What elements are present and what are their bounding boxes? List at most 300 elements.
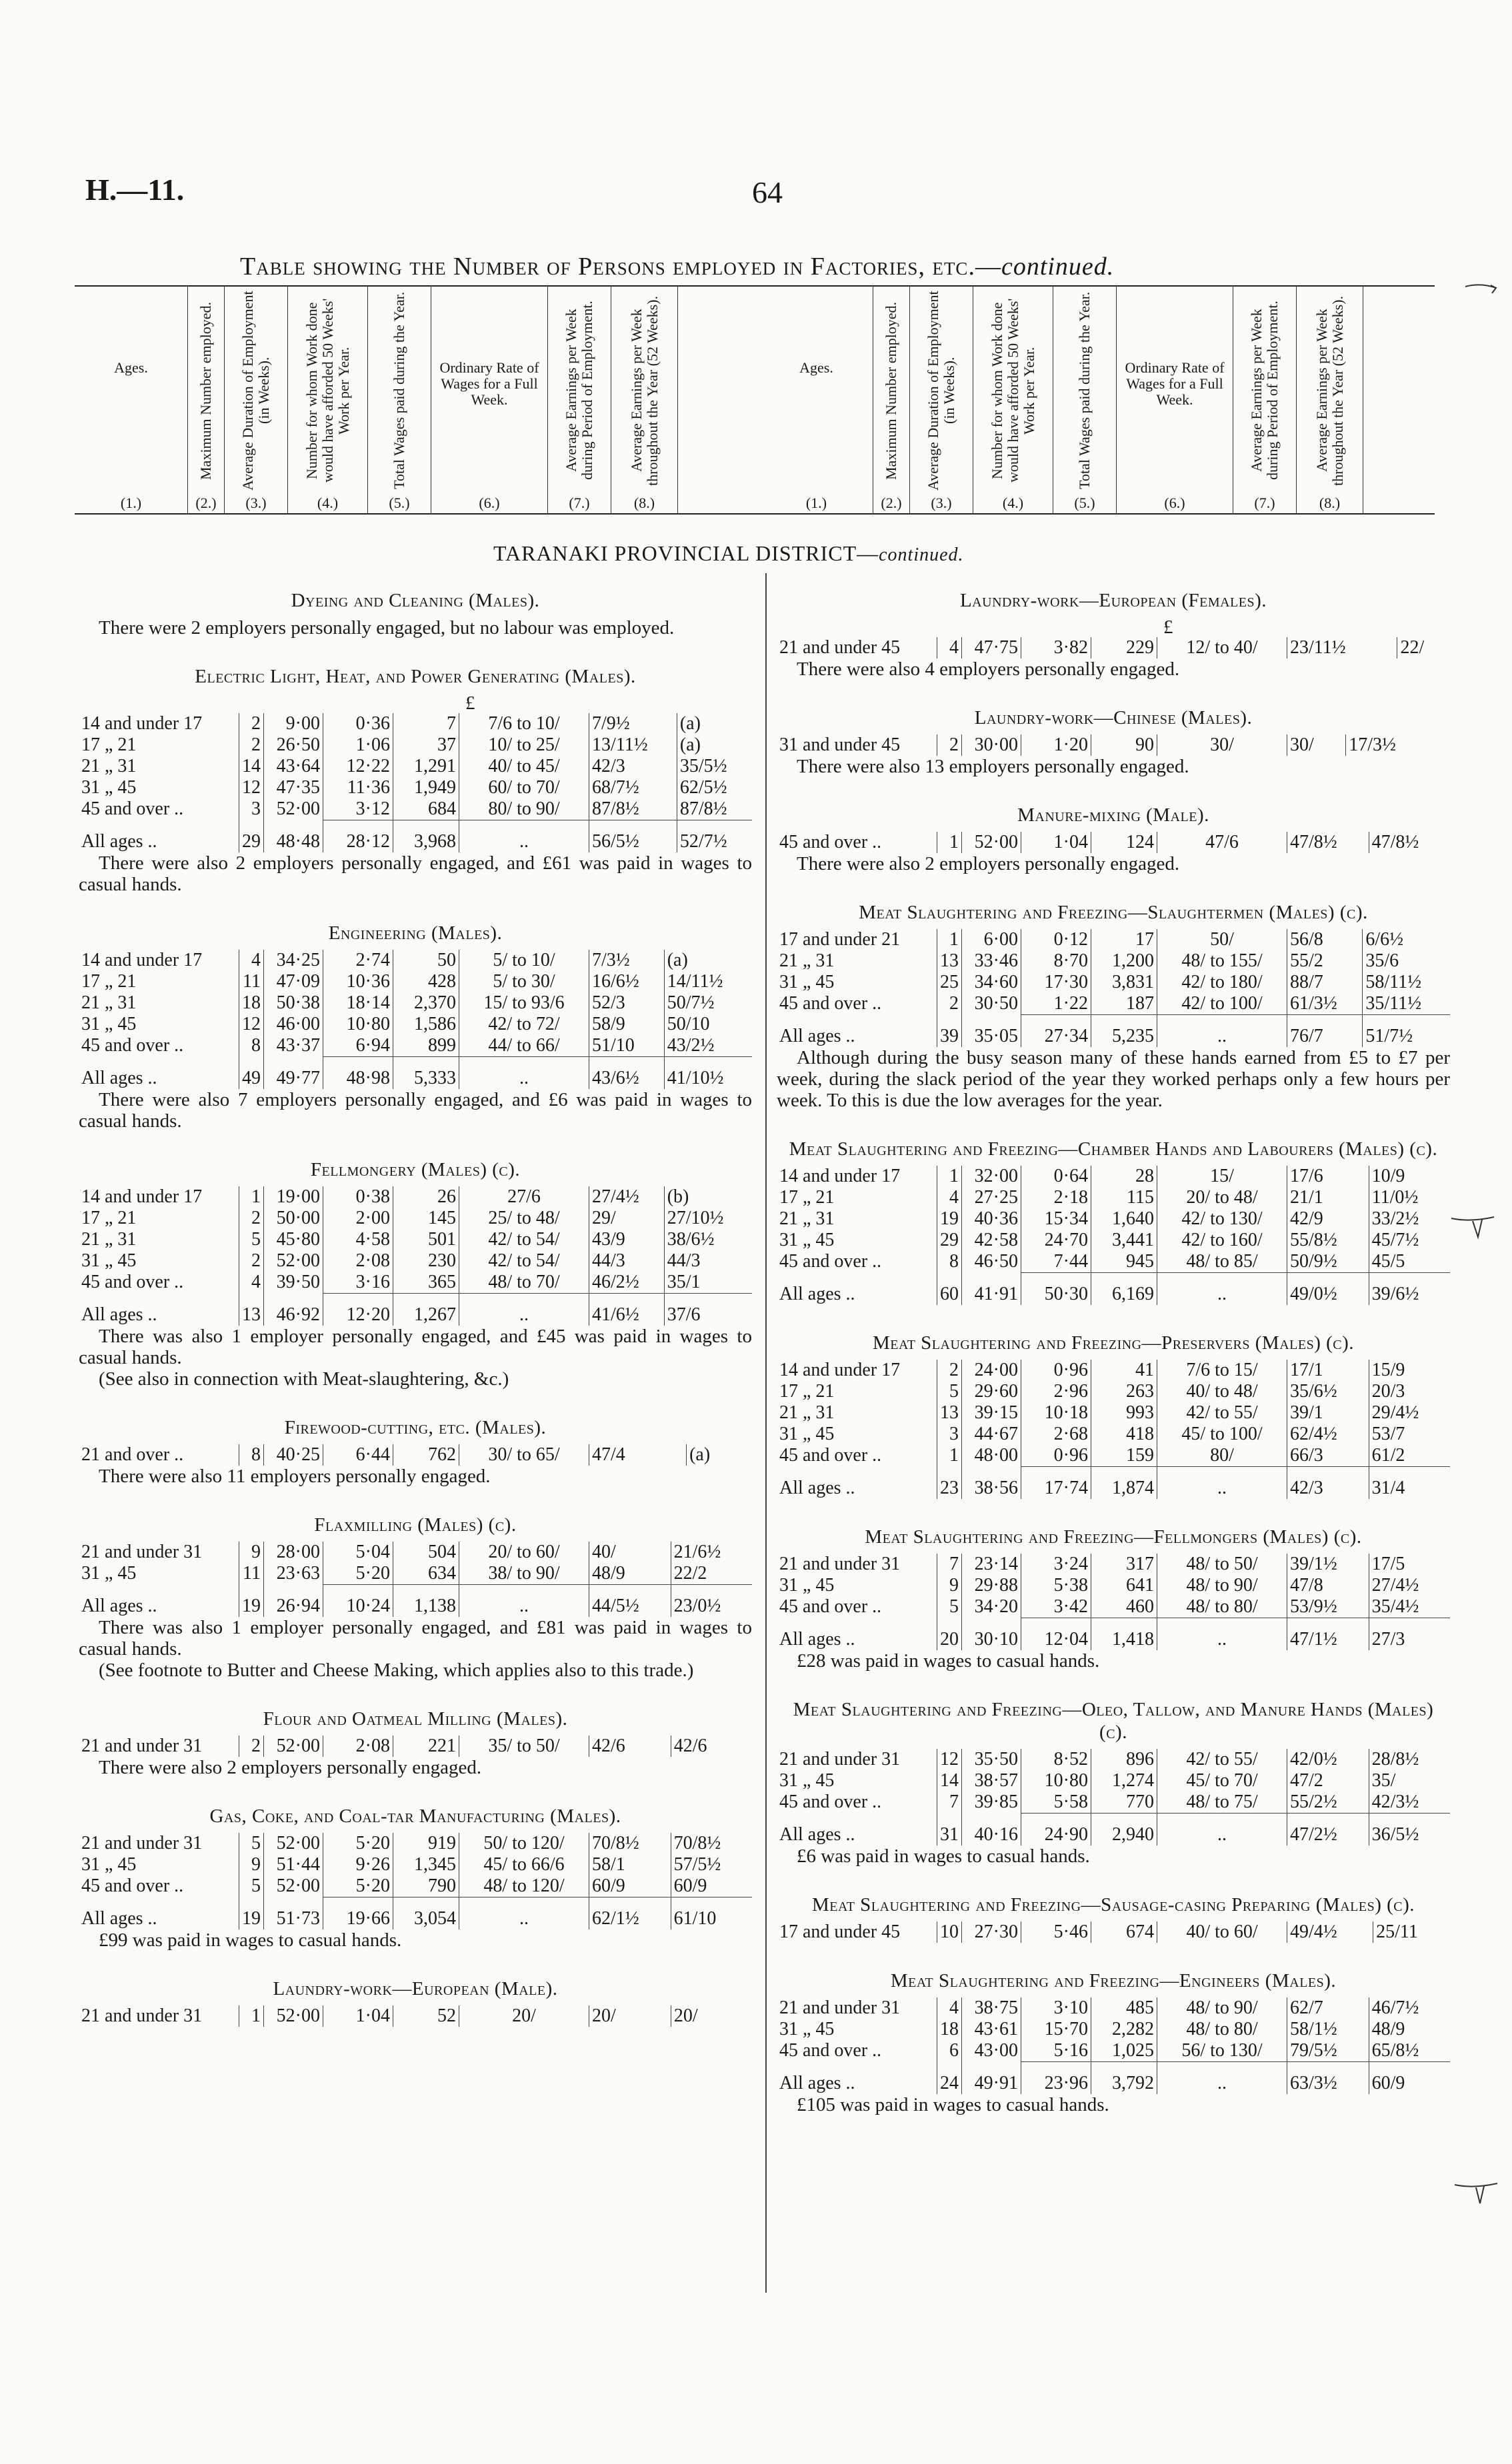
industry-section bbox=[79, 1708, 752, 1778]
table-cell: 46·92 bbox=[264, 1294, 323, 1326]
wages-table bbox=[79, 2005, 752, 2027]
table-cell: (a) bbox=[677, 734, 752, 756]
table-cell: 76/7 bbox=[1287, 1015, 1363, 1048]
table-cell: 58/1½ bbox=[1287, 2019, 1369, 2040]
table-cell: 428 bbox=[393, 971, 459, 992]
table-row bbox=[79, 992, 752, 1014]
table-cell: 42/ to 130/ bbox=[1157, 1208, 1287, 1230]
table-cell: 12 bbox=[937, 1749, 962, 1770]
table-row bbox=[79, 1035, 752, 1057]
column-header-label: Average Earnings per Week throughout the Year (52 Weeks). bbox=[1313, 295, 1346, 486]
table-cell: 5·16 bbox=[1021, 2040, 1091, 2062]
table-cell: 41/10½ bbox=[664, 1057, 752, 1090]
table-row bbox=[777, 972, 1450, 993]
table-cell: 42/3 bbox=[1287, 1467, 1369, 1500]
table-cell: 14 bbox=[239, 756, 264, 777]
table-cell: 28·00 bbox=[264, 1542, 323, 1563]
pound-unit-label: £ bbox=[1163, 616, 1173, 638]
table-cell: 145 bbox=[393, 1208, 459, 1229]
section-note: There were also 13 employers personally engaged. bbox=[797, 756, 1189, 777]
table-cell: 9 bbox=[239, 1542, 264, 1563]
table-cell: 18 bbox=[239, 992, 264, 1014]
table-cell: 45 and over .. bbox=[81, 1035, 184, 1056]
table-cell: All ages .. bbox=[81, 1067, 157, 1088]
table-row bbox=[777, 1360, 1450, 1381]
table-cell: 2 bbox=[239, 1208, 264, 1229]
table-cell: 30·10 bbox=[962, 1618, 1021, 1651]
table-cell: 27/3 bbox=[1369, 1618, 1450, 1651]
table-total-row bbox=[79, 1585, 752, 1618]
table-cell: 12/ to 40/ bbox=[1157, 637, 1287, 658]
table-cell: All ages .. bbox=[779, 2072, 855, 2093]
table-cell: 45 and over .. bbox=[81, 798, 184, 819]
table-cell: 13 bbox=[937, 950, 962, 972]
table-cell: 1,025 bbox=[1091, 2040, 1157, 2062]
table-cell: 40·16 bbox=[962, 1814, 1021, 1846]
table-cell: 11 bbox=[239, 1563, 264, 1585]
table-cell: 24·00 bbox=[962, 1360, 1021, 1381]
table-cell: 1,267 bbox=[393, 1294, 459, 1326]
table-cell: 14 and under 17 bbox=[779, 1360, 901, 1380]
table-cell: 7/6 to 10/ bbox=[459, 713, 589, 734]
table-cell: 28·12 bbox=[323, 820, 393, 853]
table-cell: 10/9 bbox=[1369, 1166, 1450, 1187]
table-cell: 10·80 bbox=[323, 1014, 393, 1035]
table-cell: 48/ to 50/ bbox=[1157, 1554, 1287, 1575]
industry-section bbox=[79, 922, 752, 1132]
section-title: Meat Slaughtering and Freezing—Engineers (Males). bbox=[890, 1970, 1337, 1991]
table-cell: 47/2 bbox=[1287, 1770, 1369, 1792]
section-title: Electric Light, Heat, and Power Generating (Males). bbox=[195, 666, 636, 687]
table-cell: 2 bbox=[937, 1360, 962, 1381]
table-cell: 365 bbox=[393, 1272, 459, 1294]
table-cell: 50/ bbox=[1157, 929, 1287, 950]
table-cell: 39 bbox=[937, 1015, 962, 1048]
table-cell: 25 bbox=[937, 972, 962, 993]
wages-table bbox=[777, 832, 1450, 853]
column-header-label: Ordinary Rate of Wages for a Full Week. bbox=[439, 359, 539, 408]
table-cell: 8 bbox=[937, 1251, 962, 1273]
column-header-number: (1.) bbox=[805, 495, 827, 511]
table-cell: 45/ to 100/ bbox=[1157, 1424, 1287, 1445]
table-cell: 34·60 bbox=[962, 972, 1021, 993]
table-cell: 30·00 bbox=[962, 734, 1021, 756]
table-cell: 42/3½ bbox=[1369, 1792, 1450, 1814]
table-cell: 50 bbox=[393, 950, 459, 971]
table-cell: 60 bbox=[937, 1273, 962, 1306]
table-cell: 6,169 bbox=[1091, 1273, 1157, 1306]
table-cell: 35/4½ bbox=[1369, 1596, 1450, 1618]
table-cell: 25/ to 48/ bbox=[459, 1208, 589, 1229]
table-cell: 57/5½ bbox=[671, 1854, 752, 1875]
table-cell: 42/ to 100/ bbox=[1157, 993, 1287, 1015]
industry-section bbox=[79, 1977, 752, 2027]
table-cell: 41·91 bbox=[962, 1273, 1021, 1306]
table-cell: 504 bbox=[393, 1542, 459, 1563]
table-cell: 27/4½ bbox=[1369, 1575, 1450, 1596]
wages-table bbox=[777, 1997, 1450, 2094]
table-cell: 87/8½ bbox=[589, 798, 677, 820]
table-row bbox=[777, 1792, 1450, 1814]
table-cell: 26·50 bbox=[264, 734, 323, 756]
column-header-label: Total Wages paid during the Year. bbox=[1076, 291, 1093, 490]
table-cell: 50·00 bbox=[264, 1208, 323, 1229]
table-cell: 12·04 bbox=[1021, 1618, 1091, 1651]
table-cell: 187 bbox=[1091, 993, 1157, 1015]
table-cell: 1 bbox=[239, 2005, 264, 2027]
table-cell: 35/ bbox=[1369, 1770, 1450, 1792]
section-title: Flaxmilling (Males) (c). bbox=[314, 1514, 517, 1536]
table-cell: 1·04 bbox=[323, 2005, 393, 2027]
section-title: Laundry-work—European (Male). bbox=[273, 1978, 558, 1999]
table-cell: 13/11½ bbox=[589, 734, 677, 756]
table-row bbox=[79, 1875, 752, 1897]
table-row bbox=[777, 1575, 1450, 1596]
table-cell: 8 bbox=[239, 1035, 264, 1057]
table-cell: 1,874 bbox=[1091, 1467, 1157, 1500]
table-cell: 39/1 bbox=[1287, 1402, 1369, 1424]
table-cell: 40·36 bbox=[962, 1208, 1021, 1230]
table-cell: 4 bbox=[937, 1997, 962, 2019]
table-cell: 17/3½ bbox=[1346, 734, 1450, 756]
table-cell: 48·98 bbox=[323, 1057, 393, 1090]
table-cell: 22/ bbox=[1397, 637, 1450, 658]
table-cell: 3·42 bbox=[1021, 1596, 1091, 1618]
table-cell: 49·91 bbox=[962, 2062, 1021, 2095]
table-cell: 23·63 bbox=[264, 1563, 323, 1585]
table-cell: 0·96 bbox=[1021, 1445, 1091, 1467]
table-cell: 7/6 to 15/ bbox=[1157, 1360, 1287, 1381]
table-cell: .. bbox=[1157, 1814, 1287, 1846]
section-note: Although during the busy season many of these hands earned from £5 to £7 per week, during the slack period of the year they worked perhaps only a few hours per week. To this is due the low averages for the year. bbox=[777, 1047, 1450, 1111]
district-heading: TARANAKI PROVINCIAL DISTRICT—continued. bbox=[493, 541, 964, 565]
table-row bbox=[777, 1251, 1450, 1273]
table-row bbox=[79, 756, 752, 777]
table-cell: 39/6½ bbox=[1369, 1273, 1450, 1306]
table-cell: 48/ to 85/ bbox=[1157, 1251, 1287, 1273]
table-cell: 5/ to 10/ bbox=[459, 950, 589, 971]
column-header-5 bbox=[1053, 287, 1117, 513]
table-cell: 68/7½ bbox=[589, 777, 677, 798]
table-cell: 61/2 bbox=[1369, 1445, 1450, 1467]
column-header-number: (3.) bbox=[931, 495, 952, 511]
table-cell: 23 bbox=[937, 1467, 962, 1500]
table-cell: 29·60 bbox=[962, 1381, 1021, 1402]
table-cell: 35/6½ bbox=[1287, 1381, 1369, 1402]
table-cell: 47/8 bbox=[1287, 1575, 1369, 1596]
table-cell: All ages .. bbox=[81, 1595, 157, 1616]
column-header-4 bbox=[288, 287, 368, 513]
table-cell: 20 bbox=[937, 1618, 962, 1651]
table-cell: 44·67 bbox=[962, 1424, 1021, 1445]
table-cell: 6·94 bbox=[323, 1035, 393, 1057]
table-cell: 65/8½ bbox=[1369, 2040, 1450, 2062]
section-title: Flour and Oatmeal Milling (Males). bbox=[263, 1708, 568, 1730]
table-cell: 6/6½ bbox=[1363, 929, 1450, 950]
table-cell: 38·57 bbox=[962, 1770, 1021, 1792]
table-cell: 48/ to 120/ bbox=[459, 1875, 589, 1897]
table-cell: 1 bbox=[937, 1166, 962, 1187]
table-cell: 16/6½ bbox=[589, 971, 665, 992]
table-cell: All ages .. bbox=[779, 1628, 855, 1650]
table-cell: 5·04 bbox=[323, 1542, 393, 1563]
table-cell: 9·26 bbox=[323, 1854, 393, 1875]
table-cell: 39/1½ bbox=[1287, 1554, 1369, 1575]
column-header-label: Average Duration of Employment (in Weeks). bbox=[239, 291, 272, 491]
table-row bbox=[777, 1187, 1450, 1208]
table-cell: 31 „ 45 bbox=[779, 1575, 835, 1596]
table-cell: 13 bbox=[239, 1294, 264, 1326]
table-cell: 40/ to 45/ bbox=[459, 756, 589, 777]
table-cell: 52/3 bbox=[589, 992, 665, 1014]
wages-table bbox=[79, 1736, 752, 1757]
table-cell: 21/6½ bbox=[671, 1542, 752, 1563]
table-cell: 47/8½ bbox=[1287, 832, 1369, 853]
table-row bbox=[777, 637, 1450, 658]
table-cell: 1·06 bbox=[323, 734, 393, 756]
table-cell: 47/8½ bbox=[1369, 832, 1450, 853]
column-header-label: Average Earnings per Week throughout the Year (52 Weeks). bbox=[627, 295, 661, 486]
section-note: £6 was paid in wages to casual hands. bbox=[797, 1846, 1090, 1867]
section-note: There were also 4 employers personally engaged. bbox=[797, 658, 1180, 680]
table-cell: All ages .. bbox=[779, 1283, 855, 1304]
table-row bbox=[79, 1186, 752, 1208]
table-cell: 26·94 bbox=[264, 1585, 323, 1618]
column-header-1 bbox=[760, 287, 873, 513]
table-cell: 58/11½ bbox=[1363, 972, 1450, 993]
table-cell: 88/7 bbox=[1287, 972, 1363, 993]
table-cell: 19·00 bbox=[264, 1186, 323, 1208]
table-cell: All ages .. bbox=[81, 1304, 157, 1325]
table-cell: All ages .. bbox=[779, 1477, 855, 1498]
table-cell: 42/6 bbox=[589, 1736, 671, 1757]
table-cell: 61/10 bbox=[671, 1897, 752, 1930]
table-cell: 34·20 bbox=[962, 1596, 1021, 1618]
table-cell: 49/0½ bbox=[1287, 1273, 1369, 1306]
table-cell: 47/4 bbox=[589, 1444, 687, 1466]
table-cell: 56/8 bbox=[1287, 929, 1363, 950]
table-total-row bbox=[79, 820, 752, 853]
table-cell: 896 bbox=[1091, 1749, 1157, 1770]
table-cell: 1,345 bbox=[393, 1854, 459, 1875]
table-cell: 12 bbox=[239, 1014, 264, 1035]
section-title: Meat Slaughtering and Freezing—Slaughtermen (Males) (c). bbox=[859, 902, 1368, 923]
table-cell: 48·00 bbox=[962, 1445, 1021, 1467]
wages-table bbox=[79, 1186, 752, 1326]
column-header-label: Number for whom Work done would have afforded 50 Weeks' Work per Year. bbox=[303, 298, 352, 483]
table-cell: 58/1 bbox=[589, 1854, 671, 1875]
table-cell: 53/7 bbox=[1369, 1424, 1450, 1445]
table-row bbox=[777, 1445, 1450, 1467]
section-note: £99 was paid in wages to casual hands. bbox=[99, 1929, 402, 1951]
table-cell: 5 bbox=[937, 1596, 962, 1618]
section-note: There were 2 employers personally engaged, but no labour was employed. bbox=[99, 617, 675, 638]
table-cell: 12 bbox=[239, 777, 264, 798]
table-cell: 20/ bbox=[459, 2005, 589, 2027]
table-cell: 28/8½ bbox=[1369, 1749, 1450, 1770]
table-cell: 221 bbox=[393, 1736, 459, 1757]
table-cell: 14 and under 17 bbox=[81, 1186, 203, 1207]
table-cell: 27·34 bbox=[1021, 1015, 1091, 1048]
table-cell: 22/2 bbox=[671, 1563, 752, 1585]
table-cell: 3 bbox=[937, 1424, 962, 1445]
table-cell: 35/11½ bbox=[1363, 993, 1450, 1015]
column-header-number: (7.) bbox=[569, 495, 590, 511]
table-cell: 42/6 bbox=[671, 1736, 752, 1757]
table-cell: 2·08 bbox=[323, 1250, 393, 1272]
table-cell: 49/4½ bbox=[1287, 1921, 1373, 1943]
table-cell: 1,291 bbox=[393, 756, 459, 777]
table-row bbox=[79, 1563, 752, 1585]
table-total-row bbox=[777, 1618, 1450, 1651]
column-divider bbox=[765, 573, 767, 2293]
table-cell: (a) bbox=[677, 713, 752, 734]
table-cell: 38·56 bbox=[962, 1467, 1021, 1500]
table-cell: 31 „ 45 bbox=[779, 1230, 835, 1250]
table-cell: 21 and under 31 bbox=[779, 1997, 901, 2018]
table-cell: 30/ bbox=[1157, 734, 1287, 756]
column-header-label: Ordinary Rate of Wages for a Full Week. bbox=[1125, 359, 1225, 408]
table-cell: .. bbox=[1157, 1273, 1287, 1306]
industry-section bbox=[777, 901, 1450, 1111]
table-cell: 45/5 bbox=[1369, 1251, 1450, 1273]
table-cell: 31 „ 45 bbox=[779, 1424, 835, 1444]
column-header-3 bbox=[910, 287, 973, 513]
table-cell: 17 „ 21 bbox=[779, 1381, 835, 1402]
table-cell: 48/9 bbox=[589, 1563, 671, 1585]
section-title: Fellmongery (Males) (c). bbox=[310, 1159, 521, 1180]
table-cell: 23·14 bbox=[962, 1554, 1021, 1575]
column-header-label: Maximum Number employed. bbox=[197, 301, 214, 480]
table-cell: 79/5½ bbox=[1287, 2040, 1369, 2062]
table-cell: All ages .. bbox=[779, 1824, 855, 1845]
table-cell: 31 „ 45 bbox=[81, 1014, 137, 1034]
table-cell: 3,831 bbox=[1091, 972, 1157, 993]
table-cell: 50/7½ bbox=[664, 992, 752, 1014]
column-header-label: Average Earnings per Week during Period of Employment. bbox=[563, 301, 595, 481]
table-row bbox=[777, 950, 1450, 972]
table-cell: 7·44 bbox=[1021, 1251, 1091, 1273]
table-cell: 21 and under 31 bbox=[81, 1833, 203, 1853]
table-cell: 21 and under 31 bbox=[81, 1736, 203, 1756]
section-note: There were also 7 employers personally engaged, and £6 was paid in wages to casual hands. bbox=[79, 1089, 752, 1132]
table-cell: 27·30 bbox=[962, 1921, 1021, 1943]
section-note: There were also 2 employers personally engaged, and £61 was paid in wages to casual hands. bbox=[79, 852, 752, 895]
table-cell: 14/11½ bbox=[664, 971, 752, 992]
table-cell: 29/ bbox=[589, 1208, 665, 1229]
table-cell: 11 bbox=[239, 971, 264, 992]
table-cell: 2,282 bbox=[1091, 2019, 1157, 2040]
column-header-2 bbox=[188, 287, 225, 513]
table-total-row bbox=[777, 1467, 1450, 1500]
table-cell: 24·70 bbox=[1021, 1230, 1091, 1251]
table-cell: 45 and over .. bbox=[779, 1596, 882, 1617]
table-cell: 42/3 bbox=[589, 756, 677, 777]
table-cell: 3·16 bbox=[323, 1272, 393, 1294]
table-cell: 19 bbox=[937, 1208, 962, 1230]
table-cell: 17/5 bbox=[1369, 1554, 1450, 1575]
column-header-1 bbox=[75, 287, 188, 513]
table-row bbox=[79, 971, 752, 992]
table-cell: 634 bbox=[393, 1563, 459, 1585]
table-cell: 46/7½ bbox=[1369, 1997, 1450, 2019]
table-cell: 31 „ 45 bbox=[81, 1854, 137, 1875]
table-cell: 21 „ 31 bbox=[779, 1208, 835, 1229]
table-cell: 45 and over .. bbox=[779, 1251, 882, 1272]
column-header-label: Number for whom Work done would have afforded 50 Weeks' Work per Year. bbox=[988, 298, 1037, 483]
table-cell: 27/6 bbox=[459, 1186, 589, 1208]
table-cell: 5,333 bbox=[393, 1057, 459, 1090]
table-cell: 11/0½ bbox=[1369, 1187, 1450, 1208]
column-header-band bbox=[75, 285, 1435, 515]
table-cell: 43·00 bbox=[962, 2040, 1021, 2062]
table-cell: 6·00 bbox=[962, 929, 1021, 950]
table-cell: 10·24 bbox=[323, 1585, 393, 1618]
table-cell: .. bbox=[459, 1585, 589, 1618]
table-row bbox=[777, 1402, 1450, 1424]
table-row bbox=[777, 1596, 1450, 1618]
table-cell: 55/2 bbox=[1287, 950, 1363, 972]
table-cell: 45 and over .. bbox=[779, 993, 882, 1014]
table-cell: 43·37 bbox=[264, 1035, 323, 1057]
column-header-8 bbox=[1297, 287, 1363, 513]
table-cell: 317 bbox=[1091, 1554, 1157, 1575]
section-title: Meat Slaughtering and Freezing—Oleo, Tallow, and Manure Hands (Males) (c). bbox=[793, 1699, 1434, 1743]
table-cell: 51·44 bbox=[264, 1854, 323, 1875]
table-cell: 18·14 bbox=[323, 992, 393, 1014]
right-column bbox=[777, 587, 1450, 2142]
table-cell: 5 bbox=[239, 1875, 264, 1897]
column-header-3 bbox=[225, 287, 288, 513]
table-cell: (a) bbox=[687, 1444, 752, 1466]
table-cell: 11·36 bbox=[323, 777, 393, 798]
table-cell: 48/ to 75/ bbox=[1157, 1792, 1287, 1814]
table-cell: 5 bbox=[239, 1229, 264, 1250]
column-header-6 bbox=[431, 287, 548, 513]
table-cell: 60/9 bbox=[589, 1875, 671, 1897]
table-cell: 899 bbox=[393, 1035, 459, 1057]
table-cell: 46·00 bbox=[264, 1014, 323, 1035]
table-cell: 10·36 bbox=[323, 971, 393, 992]
table-row bbox=[79, 713, 752, 734]
table-cell: 45 and over .. bbox=[779, 2040, 882, 2061]
table-cell: 48/ to 90/ bbox=[1157, 1997, 1287, 2019]
table-cell: 43·61 bbox=[962, 2019, 1021, 2040]
column-header-number: (1.) bbox=[120, 495, 142, 511]
table-cell: 15/ to 93/6 bbox=[459, 992, 589, 1014]
table-cell: 0·96 bbox=[1021, 1360, 1091, 1381]
column-header-label: Ages. bbox=[799, 359, 833, 376]
table-cell: 10 bbox=[937, 1921, 962, 1943]
table-row bbox=[777, 832, 1450, 853]
table-cell: 3·10 bbox=[1021, 1997, 1091, 2019]
table-row bbox=[777, 1230, 1450, 1251]
table-cell: 52·00 bbox=[264, 1736, 323, 1757]
table-cell: 23/11½ bbox=[1287, 637, 1397, 658]
table-cell: 48/ to 80/ bbox=[1157, 1596, 1287, 1618]
table-cell: 4·58 bbox=[323, 1229, 393, 1250]
wages-table bbox=[777, 1166, 1450, 1305]
table-cell: 5 bbox=[239, 1833, 264, 1854]
table-cell: 20/ bbox=[589, 2005, 671, 2027]
table-cell: 48/ to 90/ bbox=[1157, 1575, 1287, 1596]
industry-section bbox=[79, 589, 752, 638]
table-cell: 2·74 bbox=[323, 950, 393, 971]
table-cell: 51/7½ bbox=[1363, 1015, 1450, 1048]
table-row bbox=[777, 1166, 1450, 1187]
column-header-7 bbox=[1233, 287, 1297, 513]
table-cell: 14 and under 17 bbox=[81, 713, 203, 734]
